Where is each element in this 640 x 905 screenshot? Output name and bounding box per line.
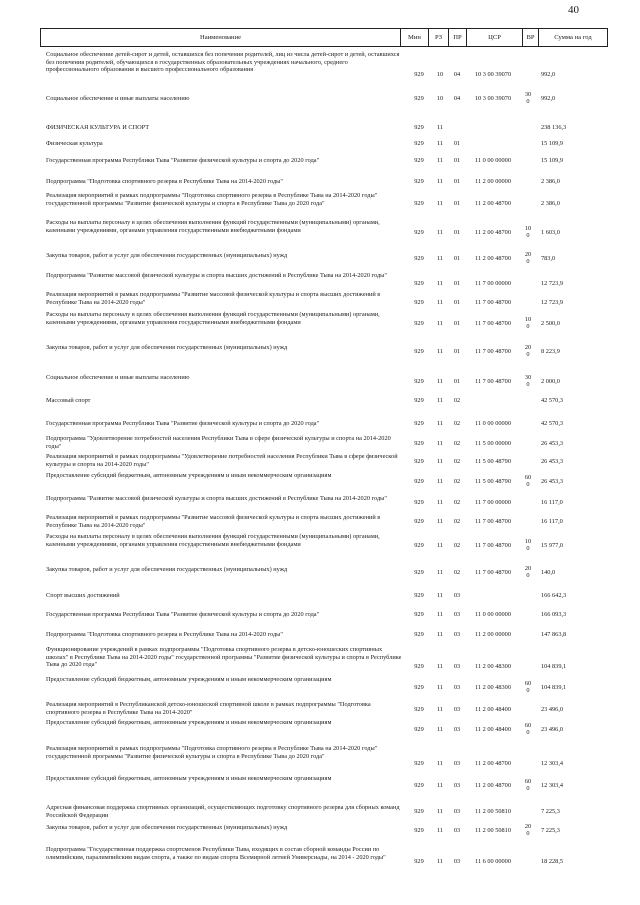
row-min: 929 [414, 631, 424, 638]
row-sum: 16 117,0 [541, 518, 563, 525]
row-sum: 7 225,3 [541, 827, 560, 834]
row-min: 929 [414, 440, 424, 447]
header-name: Наименование [40, 29, 400, 46]
row-min: 929 [414, 663, 424, 670]
row-rz: 11 [436, 178, 444, 185]
row-csr: 11 2 00 48400 [475, 726, 511, 733]
row-csr: 11 2 00 48700 [475, 760, 511, 767]
row-pr: 01 [453, 140, 461, 147]
row-csr: 11 2 00 00000 [475, 631, 511, 638]
row-vr: 60 0 [524, 722, 532, 737]
row-vr: 30 0 [524, 91, 532, 106]
row-rz: 11 [436, 478, 444, 485]
row-min: 929 [414, 200, 424, 207]
row-rz: 11 [436, 518, 444, 525]
row-sum: 992,0 [541, 95, 556, 102]
row-min: 929 [414, 478, 424, 485]
row-csr: 11 0 00 00000 [475, 611, 511, 618]
row-min: 929 [414, 299, 424, 306]
row-vr: 20 0 [524, 344, 532, 359]
row-name: Социальное обеспечение и иные выплаты населению [46, 374, 190, 381]
row-rz: 11 [436, 458, 444, 465]
row-name: Предоставление субсидий бюджетным, автономным учреждениям и иным некоммерческим организациям [46, 719, 332, 726]
row-csr: 11 5 00 00000 [475, 440, 511, 447]
row-rz: 11 [436, 760, 444, 767]
row-sum: 140,0 [541, 569, 556, 576]
row-pr: 03 [453, 827, 461, 834]
row-name: Подпрограмма "Развитие массовой физической культуры и спорта высших достижений в Республике Тыва на 2014-2020 годы" [46, 272, 387, 279]
row-name: Подпрограмма "Подготовка спортивного резерва в Республике Тыва на 2014-2020 годы" [46, 178, 283, 185]
row-pr: 03 [453, 782, 461, 789]
row-vr: 10 0 [524, 225, 532, 240]
row-csr: 11 2 00 48700 [475, 229, 511, 236]
row-min: 929 [414, 124, 424, 131]
row-sum: 2 386,0 [541, 200, 560, 207]
row-pr: 01 [453, 348, 461, 355]
row-sum: 12 303,4 [541, 760, 564, 767]
row-pr: 03 [453, 631, 461, 638]
row-min: 929 [414, 280, 424, 287]
row-rz: 11 [436, 631, 444, 638]
row-csr: 11 7 00 48700 [475, 542, 511, 549]
row-name: Реализация мероприятий в рамках подпрограммы "Развитие массовой физической культуры и спорта высших достижений в Республике Тыва на 2014-2020 годы" [46, 291, 381, 306]
row-min: 929 [414, 518, 424, 525]
row-sum: 2 500,0 [541, 320, 560, 327]
row-vr: 20 0 [524, 565, 532, 580]
row-pr: 01 [453, 255, 461, 262]
row-rz: 11 [436, 808, 444, 815]
row-csr: 11 2 00 48300 [475, 684, 511, 691]
row-sum: 104 839,1 [541, 663, 567, 670]
row-sum: 104 839,1 [541, 684, 567, 691]
row-sum: 15 109,9 [541, 140, 564, 147]
row-csr: 11 7 00 48700 [475, 348, 511, 355]
row-sum: 26 453,3 [541, 440, 564, 447]
row-rz: 10 [436, 71, 444, 78]
row-csr: 11 2 00 48700 [475, 200, 511, 207]
row-csr: 11 2 00 48700 [475, 782, 511, 789]
row-min: 929 [414, 378, 424, 385]
row-pr: 02 [453, 518, 461, 525]
row-rz: 11 [436, 397, 444, 404]
row-name: Реализация мероприятий в рамках подпрограммы "Удовлетворение потребностей населения Республики Тыва в сфере физической культуры и спорта на 2014-2020 годы" [46, 453, 398, 468]
row-csr: 11 2 00 48400 [475, 706, 511, 713]
row-min: 929 [414, 782, 424, 789]
row-name: Подпрограмма "Подготовка спортивного резерва в Республике Тыва на 2014-2020 годы" [46, 631, 283, 638]
row-pr: 03 [453, 726, 461, 733]
row-min: 929 [414, 569, 424, 576]
row-rz: 11 [436, 726, 444, 733]
row-min: 929 [414, 858, 424, 865]
row-pr: 01 [453, 178, 461, 185]
row-sum: 12 303,4 [541, 782, 564, 789]
row-name: Массовый спорт [46, 397, 91, 404]
row-csr: 11 2 00 50810 [475, 808, 511, 815]
row-rz: 11 [436, 827, 444, 834]
row-min: 929 [414, 542, 424, 549]
row-rz: 11 [436, 858, 444, 865]
row-csr: 11 7 00 48700 [475, 320, 511, 327]
row-name: Функционирование учреждений в рамках подпрограммы "Подготовка спортивного резерва в детско-юношеских спортивных школах" в Республике Тыва на 2014-2020 годы" государственной программы "Развитие физической культуры и спорта в Республике Тыва до 2020 года" [46, 646, 402, 669]
row-name: Государственная программа Республики Тыва "Развитие физической культуры и спорта до 2020 года" [46, 611, 320, 618]
row-name: Спорт высших достижений [46, 592, 120, 599]
row-sum: 2 000,0 [541, 378, 560, 385]
row-rz: 11 [436, 663, 444, 670]
row-pr: 02 [453, 499, 461, 506]
row-rz: 11 [436, 157, 444, 164]
row-sum: 42 570,3 [541, 397, 564, 404]
row-min: 929 [414, 229, 424, 236]
row-min: 929 [414, 255, 424, 262]
row-sum: 16 117,0 [541, 499, 563, 506]
row-rz: 11 [436, 611, 444, 618]
row-pr: 03 [453, 808, 461, 815]
row-sum: 23 496,0 [541, 706, 564, 713]
row-vr: 30 0 [524, 374, 532, 389]
row-sum: 42 570,3 [541, 420, 564, 427]
row-name: Подпрограмма "Развитие массовой физической культуры и спорта высших достижений в Республике Тыва на 2014-2020 годы" [46, 495, 387, 502]
row-csr: 11 7 00 48700 [475, 569, 511, 576]
row-name: Расходы на выплаты персоналу в целях обеспечения выполнения функций государственными (муниципальными) органами, казенными учреждениями, органами управления государственными внебюджетными фондами [46, 533, 380, 548]
row-csr: 11 2 00 00000 [475, 178, 511, 185]
row-rz: 11 [436, 200, 444, 207]
row-pr: 03 [453, 684, 461, 691]
row-pr: 04 [453, 95, 461, 102]
row-name: Реализация мероприятий в рамках подпрограммы "Подготовка спортивного резерва в Республике Тыва на 2014-2020 годы" государственной программы "Развитие физической культуры и спорта в Республике Тыва до 2020 года" [46, 192, 378, 207]
row-rz: 11 [436, 140, 444, 147]
row-csr: 10 3 00 39070 [474, 95, 512, 102]
row-csr: 11 7 00 00000 [475, 280, 511, 287]
row-pr: 01 [453, 320, 461, 327]
table-header [40, 28, 608, 47]
row-csr: 11 2 00 48300 [475, 663, 511, 670]
row-rz: 11 [436, 229, 444, 236]
row-sum: 12 723,9 [541, 280, 564, 287]
row-sum: 2 386,0 [541, 178, 560, 185]
row-csr: 11 2 00 48700 [475, 255, 511, 262]
row-pr: 02 [453, 542, 461, 549]
row-pr: 02 [453, 397, 461, 404]
row-sum: 992,0 [541, 71, 556, 78]
row-sum: 166 093,3 [541, 611, 567, 618]
row-rz: 11 [436, 420, 444, 427]
row-sum: 12 723,9 [541, 299, 564, 306]
row-name: Реализация мероприятий в рамках подпрограммы "Развитие массовой физической культуры и спорта высших достижений в Республике Тыва на 2014-2020 годы" [46, 514, 381, 529]
row-rz: 11 [436, 320, 444, 327]
row-name: Расходы на выплаты персоналу в целях обеспечения выполнения функций государственными (муниципальными) органами, казенными учреждениями, органами управления государственными внебюджетными фондами [46, 311, 380, 326]
row-sum: 147 863,8 [541, 631, 567, 638]
row-name: Предоставление субсидий бюджетным, автономным учреждениям и иным некоммерческим организациям [46, 472, 332, 479]
row-name: Государственная программа Республики Тыва "Развитие физической культуры и спорта до 2020 года" [46, 157, 320, 164]
row-min: 929 [414, 348, 424, 355]
row-name: Предоставление субсидий бюджетным, автономным учреждениям и иным некоммерческим организациям [46, 775, 332, 782]
row-pr: 02 [453, 569, 461, 576]
row-csr: 11 5 00 48790 [475, 458, 511, 465]
row-csr: 11 7 00 00000 [475, 499, 511, 506]
row-min: 929 [414, 95, 424, 102]
row-name: Социальное обеспечение и иные выплаты населению [46, 95, 190, 102]
header-csr: ЦСР [466, 29, 522, 46]
row-pr: 02 [453, 478, 461, 485]
row-pr: 03 [453, 663, 461, 670]
row-min: 929 [414, 611, 424, 618]
row-vr: 60 0 [524, 778, 532, 793]
row-min: 929 [414, 397, 424, 404]
row-name: Реализация мероприятий в рамках подпрограммы "Подготовка спортивного резерва в Республике Тыва на 2014-2020 годы" государственной программы "Развитие физической культуры и спорта в Республике Тыва до 2020 года" [46, 745, 378, 760]
row-name: Закупка товаров, работ и услуг для обеспечения государственных (муниципальных) нужд [46, 344, 288, 351]
row-pr: 02 [453, 440, 461, 447]
row-rz: 11 [436, 378, 444, 385]
header-vr: ВР [522, 29, 538, 46]
row-pr: 03 [453, 592, 461, 599]
row-sum: 18 228,5 [541, 858, 564, 865]
row-vr: 10 0 [524, 316, 532, 331]
row-min: 929 [414, 140, 424, 147]
row-min: 929 [414, 592, 424, 599]
row-min: 929 [414, 499, 424, 506]
row-min: 929 [414, 808, 424, 815]
row-rz: 11 [436, 280, 444, 287]
row-rz: 11 [436, 569, 444, 576]
row-min: 929 [414, 420, 424, 427]
row-pr: 03 [453, 706, 461, 713]
row-pr: 01 [453, 157, 461, 164]
row-pr: 03 [453, 858, 461, 865]
row-rz: 11 [436, 348, 444, 355]
row-sum: 26 453,3 [541, 458, 564, 465]
row-min: 929 [414, 178, 424, 185]
row-name: Адресная финансовая поддержка спортивных организаций, осуществляющих подготовку спортивного резерва для сборных команд Российской Федерации [46, 804, 400, 819]
header-pr: ПР [448, 29, 466, 46]
row-pr: 03 [453, 611, 461, 618]
row-pr: 02 [453, 420, 461, 427]
row-csr: 11 5 00 48790 [475, 478, 511, 485]
row-name: Государственная программа Республики Тыва "Развитие физической культуры и спорта до 2020 года" [46, 420, 320, 427]
row-name: Физическая культура [46, 140, 103, 147]
row-rz: 11 [436, 592, 444, 599]
page-number: 40 [568, 4, 579, 16]
row-rz: 11 [436, 499, 444, 506]
row-csr: 11 7 00 48700 [475, 518, 511, 525]
row-sum: 26 453,3 [541, 478, 564, 485]
row-sum: 15 109,9 [541, 157, 564, 164]
header-rz: РЗ [428, 29, 448, 46]
row-rz: 11 [436, 684, 444, 691]
header-min: Мин [400, 29, 428, 46]
row-rz: 11 [436, 124, 444, 131]
row-sum: 15 977,0 [541, 542, 564, 549]
header-sum: Сумма на год [538, 29, 608, 46]
row-min: 929 [414, 706, 424, 713]
row-sum: 23 496,0 [541, 726, 564, 733]
row-csr: 11 7 00 48700 [475, 378, 511, 385]
row-sum: 166 642,3 [541, 592, 567, 599]
row-min: 929 [414, 320, 424, 327]
row-sum: 7 225,3 [541, 808, 560, 815]
row-vr: 60 0 [524, 474, 532, 489]
row-name: Подпрограмма "Государственная поддержка спортсменов Республики Тыва, входящих в состав сборной команды России по олимпийским, паралимпийским видам спорта, а также по видам спорта Всемирной летней Универсиады, на 2014 - 2020 годы" [46, 846, 386, 861]
row-min: 929 [414, 760, 424, 767]
row-csr: 11 6 00 00000 [475, 858, 511, 865]
row-pr: 03 [453, 760, 461, 767]
row-sum: 783,0 [541, 255, 556, 262]
row-vr: 20 0 [524, 823, 532, 838]
row-name: Реализация мероприятий в Республиканской детско-юношеской спортивной школе в рамках подпрограммы "Подготовка спортивного резерва в Республике Тыва на 2014-2020" [46, 701, 371, 716]
row-rz: 11 [436, 440, 444, 447]
row-min: 929 [414, 827, 424, 834]
row-name: ФИЗИЧЕСКАЯ КУЛЬТУРА И СПОРТ [46, 124, 150, 131]
row-min: 929 [414, 157, 424, 164]
row-pr: 02 [453, 458, 461, 465]
row-name: Закупка товаров, работ и услуг для обеспечения государственных (муниципальных) нужд [46, 566, 288, 573]
row-sum: 1 603,0 [541, 229, 560, 236]
row-min: 929 [414, 726, 424, 733]
row-vr: 20 0 [524, 251, 532, 266]
row-name: Расходы на выплаты персоналу в целях обеспечения выполнения функций государственными (муниципальными) органами, казенными учреждениями, органами управления государственными внебюджетными фондами [46, 219, 380, 234]
row-name: Подпрограмма "Удовлетворение потребностей населения Республики Тыва в сфере физической культуры и спорта на 2014-2020 годы" [46, 435, 391, 450]
row-pr: 01 [453, 378, 461, 385]
row-vr: 60 0 [524, 680, 532, 695]
row-pr: 04 [453, 71, 461, 78]
row-csr: 11 0 00 00000 [475, 420, 511, 427]
row-min: 929 [414, 458, 424, 465]
row-min: 929 [414, 71, 424, 78]
row-vr: 10 0 [524, 538, 532, 553]
row-rz: 11 [436, 299, 444, 306]
row-csr: 11 2 00 50810 [475, 827, 511, 834]
row-rz: 11 [436, 542, 444, 549]
row-name: Социальное обеспечение детей-сирот и детей, оставшихся без попечения родителей, лиц из числа детей-сирот и детей, оставшихся без попечения родителей, обучающихся в государственных образовательных учреждениях начального, среднего профессионального образования и высшего профессионального образования [46, 51, 400, 74]
row-pr: 01 [453, 299, 461, 306]
row-pr: 01 [453, 280, 461, 287]
row-min: 929 [414, 684, 424, 691]
row-name: Предоставление субсидий бюджетным, автономным учреждениям и иным некоммерческим организациям [46, 676, 332, 683]
row-name: Закупка товаров, работ и услуг для обеспечения государственных (муниципальных) нужд [46, 252, 288, 259]
row-rz: 11 [436, 706, 444, 713]
row-csr: 10 3 00 39070 [474, 71, 512, 78]
row-sum: 238 136,3 [541, 124, 567, 131]
row-pr: 01 [453, 200, 461, 207]
row-sum: 8 223,9 [541, 348, 560, 355]
row-rz: 11 [436, 782, 444, 789]
row-csr: 11 7 00 48700 [475, 299, 511, 306]
row-csr: 11 0 00 00000 [475, 157, 511, 164]
row-rz: 11 [436, 255, 444, 262]
row-pr: 01 [453, 229, 461, 236]
row-rz: 10 [436, 95, 444, 102]
row-name: Закупка товаров, работ и услуг для обеспечения государственных (муниципальных) нужд [46, 824, 288, 831]
